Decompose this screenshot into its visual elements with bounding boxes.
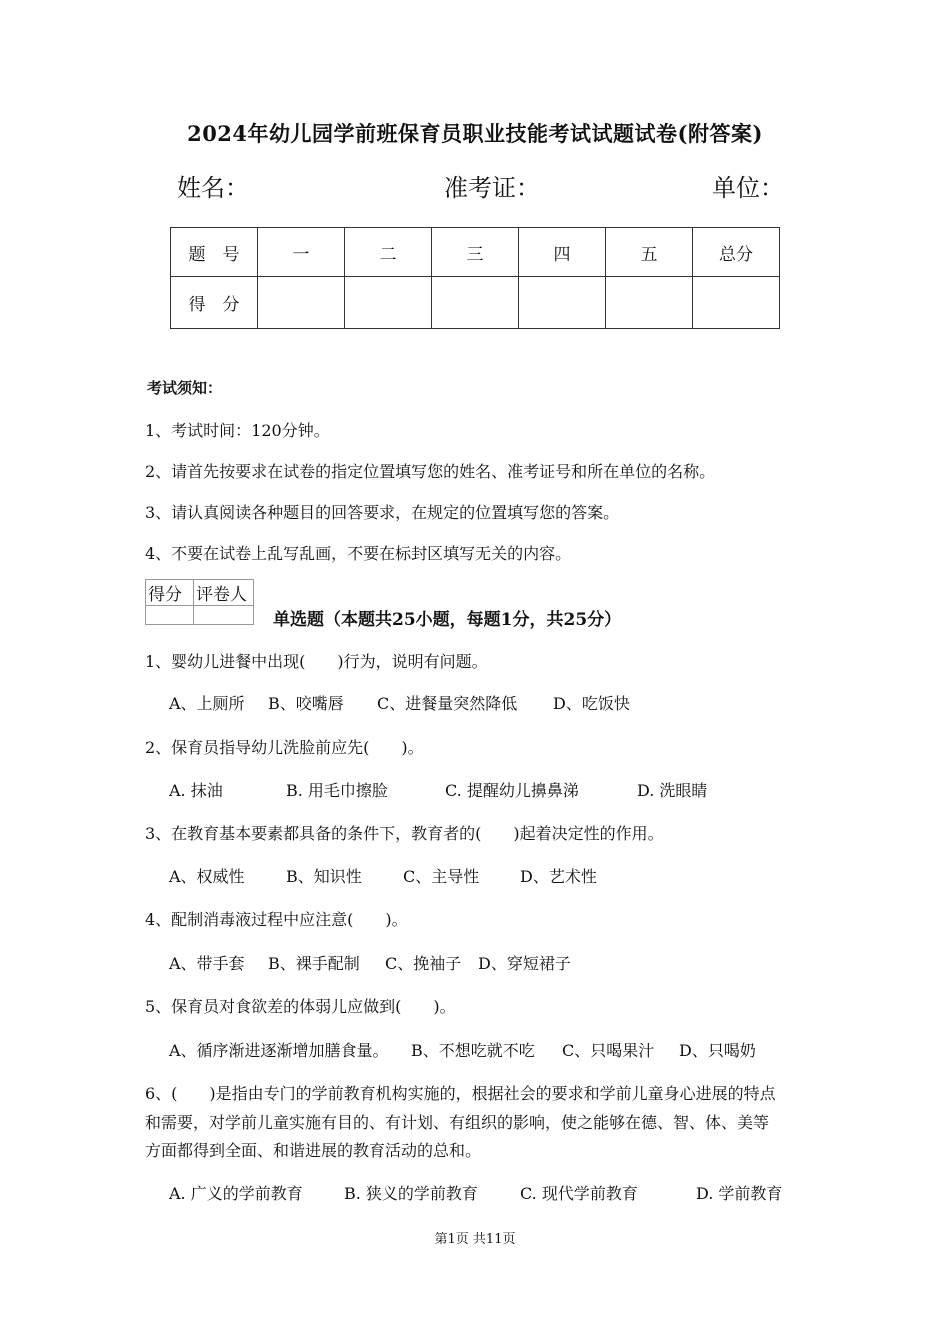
option[interactable]: B、咬嘴唇 bbox=[268, 694, 344, 713]
option[interactable]: C. 提醒幼儿擤鼻涕 bbox=[445, 781, 579, 800]
score-header-cell: 三 bbox=[432, 228, 519, 277]
option[interactable]: C. 现代学前教育 bbox=[520, 1184, 638, 1203]
question-stem: 4、配制消毒液过程中应注意( )。 bbox=[145, 910, 408, 929]
score-header-cell: 总分 bbox=[693, 228, 780, 277]
option[interactable]: A、带手套 bbox=[169, 954, 245, 973]
grader-name-label: 评卷人 bbox=[194, 580, 254, 606]
name-label: 姓名： bbox=[177, 174, 249, 202]
score-cell[interactable] bbox=[258, 277, 345, 329]
grader-box bbox=[145, 579, 254, 625]
score-table-header-row bbox=[171, 228, 780, 277]
question-stem-line: 和需要，对学前儿童实施有目的、有计划、有组织的影响，使之能够在德、智、体、美等 bbox=[145, 1113, 770, 1132]
option[interactable]: D、艺术性 bbox=[520, 867, 597, 886]
page-number: 第1页 共11页 bbox=[434, 1232, 516, 1247]
option[interactable]: A. 广义的学前教育 bbox=[169, 1184, 303, 1203]
unit-label: 单位： bbox=[712, 174, 784, 202]
grader-score-cell[interactable] bbox=[146, 606, 194, 625]
option[interactable]: A、权威性 bbox=[169, 867, 245, 886]
option[interactable]: C、进餐量突然降低 bbox=[377, 694, 518, 713]
question-stem-line: 方面都得到全面、和谐进展的教育活动的总和。 bbox=[145, 1141, 482, 1160]
score-header-cell: 题 号 bbox=[171, 228, 258, 277]
option[interactable]: B. 狭义的学前教育 bbox=[344, 1184, 478, 1203]
score-table bbox=[170, 227, 780, 329]
option[interactable]: D. 洗眼睛 bbox=[637, 781, 708, 800]
notice-item: 1、考试时间：120分钟。 bbox=[145, 421, 330, 440]
score-header-cell: 二 bbox=[345, 228, 432, 277]
notice-item: 2、请首先按要求在试卷的指定位置填写您的姓名、准考证号和所在单位的名称。 bbox=[145, 462, 716, 481]
option[interactable]: C、挽袖子 bbox=[385, 954, 462, 973]
question-stem: 1、婴幼儿进餐中出现( )行为，说明有问题。 bbox=[145, 652, 488, 671]
option[interactable]: B、不想吃就不吃 bbox=[411, 1041, 535, 1060]
option[interactable]: D、吃饭快 bbox=[553, 694, 630, 713]
score-table-score-row bbox=[171, 277, 780, 329]
section-title: 单选题（本题共25小题，每题1分，共25分） bbox=[273, 610, 622, 630]
grader-name-cell[interactable] bbox=[194, 606, 254, 625]
option[interactable]: A、循序渐进逐渐增加膳食量。 bbox=[169, 1041, 389, 1060]
option[interactable]: B. 用毛巾擦脸 bbox=[286, 781, 388, 800]
question-stem: 2、保育员指导幼儿洗脸前应先( )。 bbox=[145, 738, 424, 757]
option[interactable]: A. 抹油 bbox=[169, 781, 223, 800]
score-row-label: 得 分 bbox=[171, 277, 258, 329]
option[interactable]: D、只喝奶 bbox=[679, 1041, 756, 1060]
page-title: 2024年幼儿园学前班保育员职业技能考试试题试卷(附答案) bbox=[187, 121, 763, 146]
option[interactable]: C、只喝果汁 bbox=[562, 1041, 655, 1060]
option[interactable]: A、上厕所 bbox=[169, 694, 245, 713]
score-header-cell: 五 bbox=[606, 228, 693, 277]
question-stem-line: 6、( )是指由专门的学前教育机构实施的，根据社会的要求和学前儿童身心进展的特点 bbox=[145, 1084, 776, 1103]
notice-item: 4、不要在试卷上乱写乱画，不要在标封区填写无关的内容。 bbox=[145, 544, 572, 563]
score-cell[interactable] bbox=[519, 277, 606, 329]
score-cell[interactable] bbox=[693, 277, 780, 329]
score-cell[interactable] bbox=[345, 277, 432, 329]
option[interactable]: B、裸手配制 bbox=[268, 954, 360, 973]
option[interactable]: D. 学前教育 bbox=[696, 1184, 783, 1203]
question-stem: 5、保育员对食欲差的体弱儿应做到( )。 bbox=[145, 997, 456, 1016]
score-cell[interactable] bbox=[432, 277, 519, 329]
score-header-cell: 一 bbox=[258, 228, 345, 277]
notice-heading: 考试须知： bbox=[147, 379, 223, 397]
option[interactable]: D、穿短裙子 bbox=[478, 954, 571, 973]
score-cell[interactable] bbox=[606, 277, 693, 329]
option[interactable]: B、知识性 bbox=[286, 867, 362, 886]
score-header-cell: 四 bbox=[519, 228, 606, 277]
notice-item: 3、请认真阅读各种题目的回答要求，在规定的位置填写您的答案。 bbox=[145, 503, 620, 522]
exam-id-label: 准考证： bbox=[444, 174, 540, 202]
grader-score-label: 得分 bbox=[146, 580, 194, 606]
question-stem: 3、在教育基本要素都具备的条件下，教育者的( )起着决定性的作用。 bbox=[145, 824, 664, 843]
option[interactable]: C、主导性 bbox=[403, 867, 480, 886]
